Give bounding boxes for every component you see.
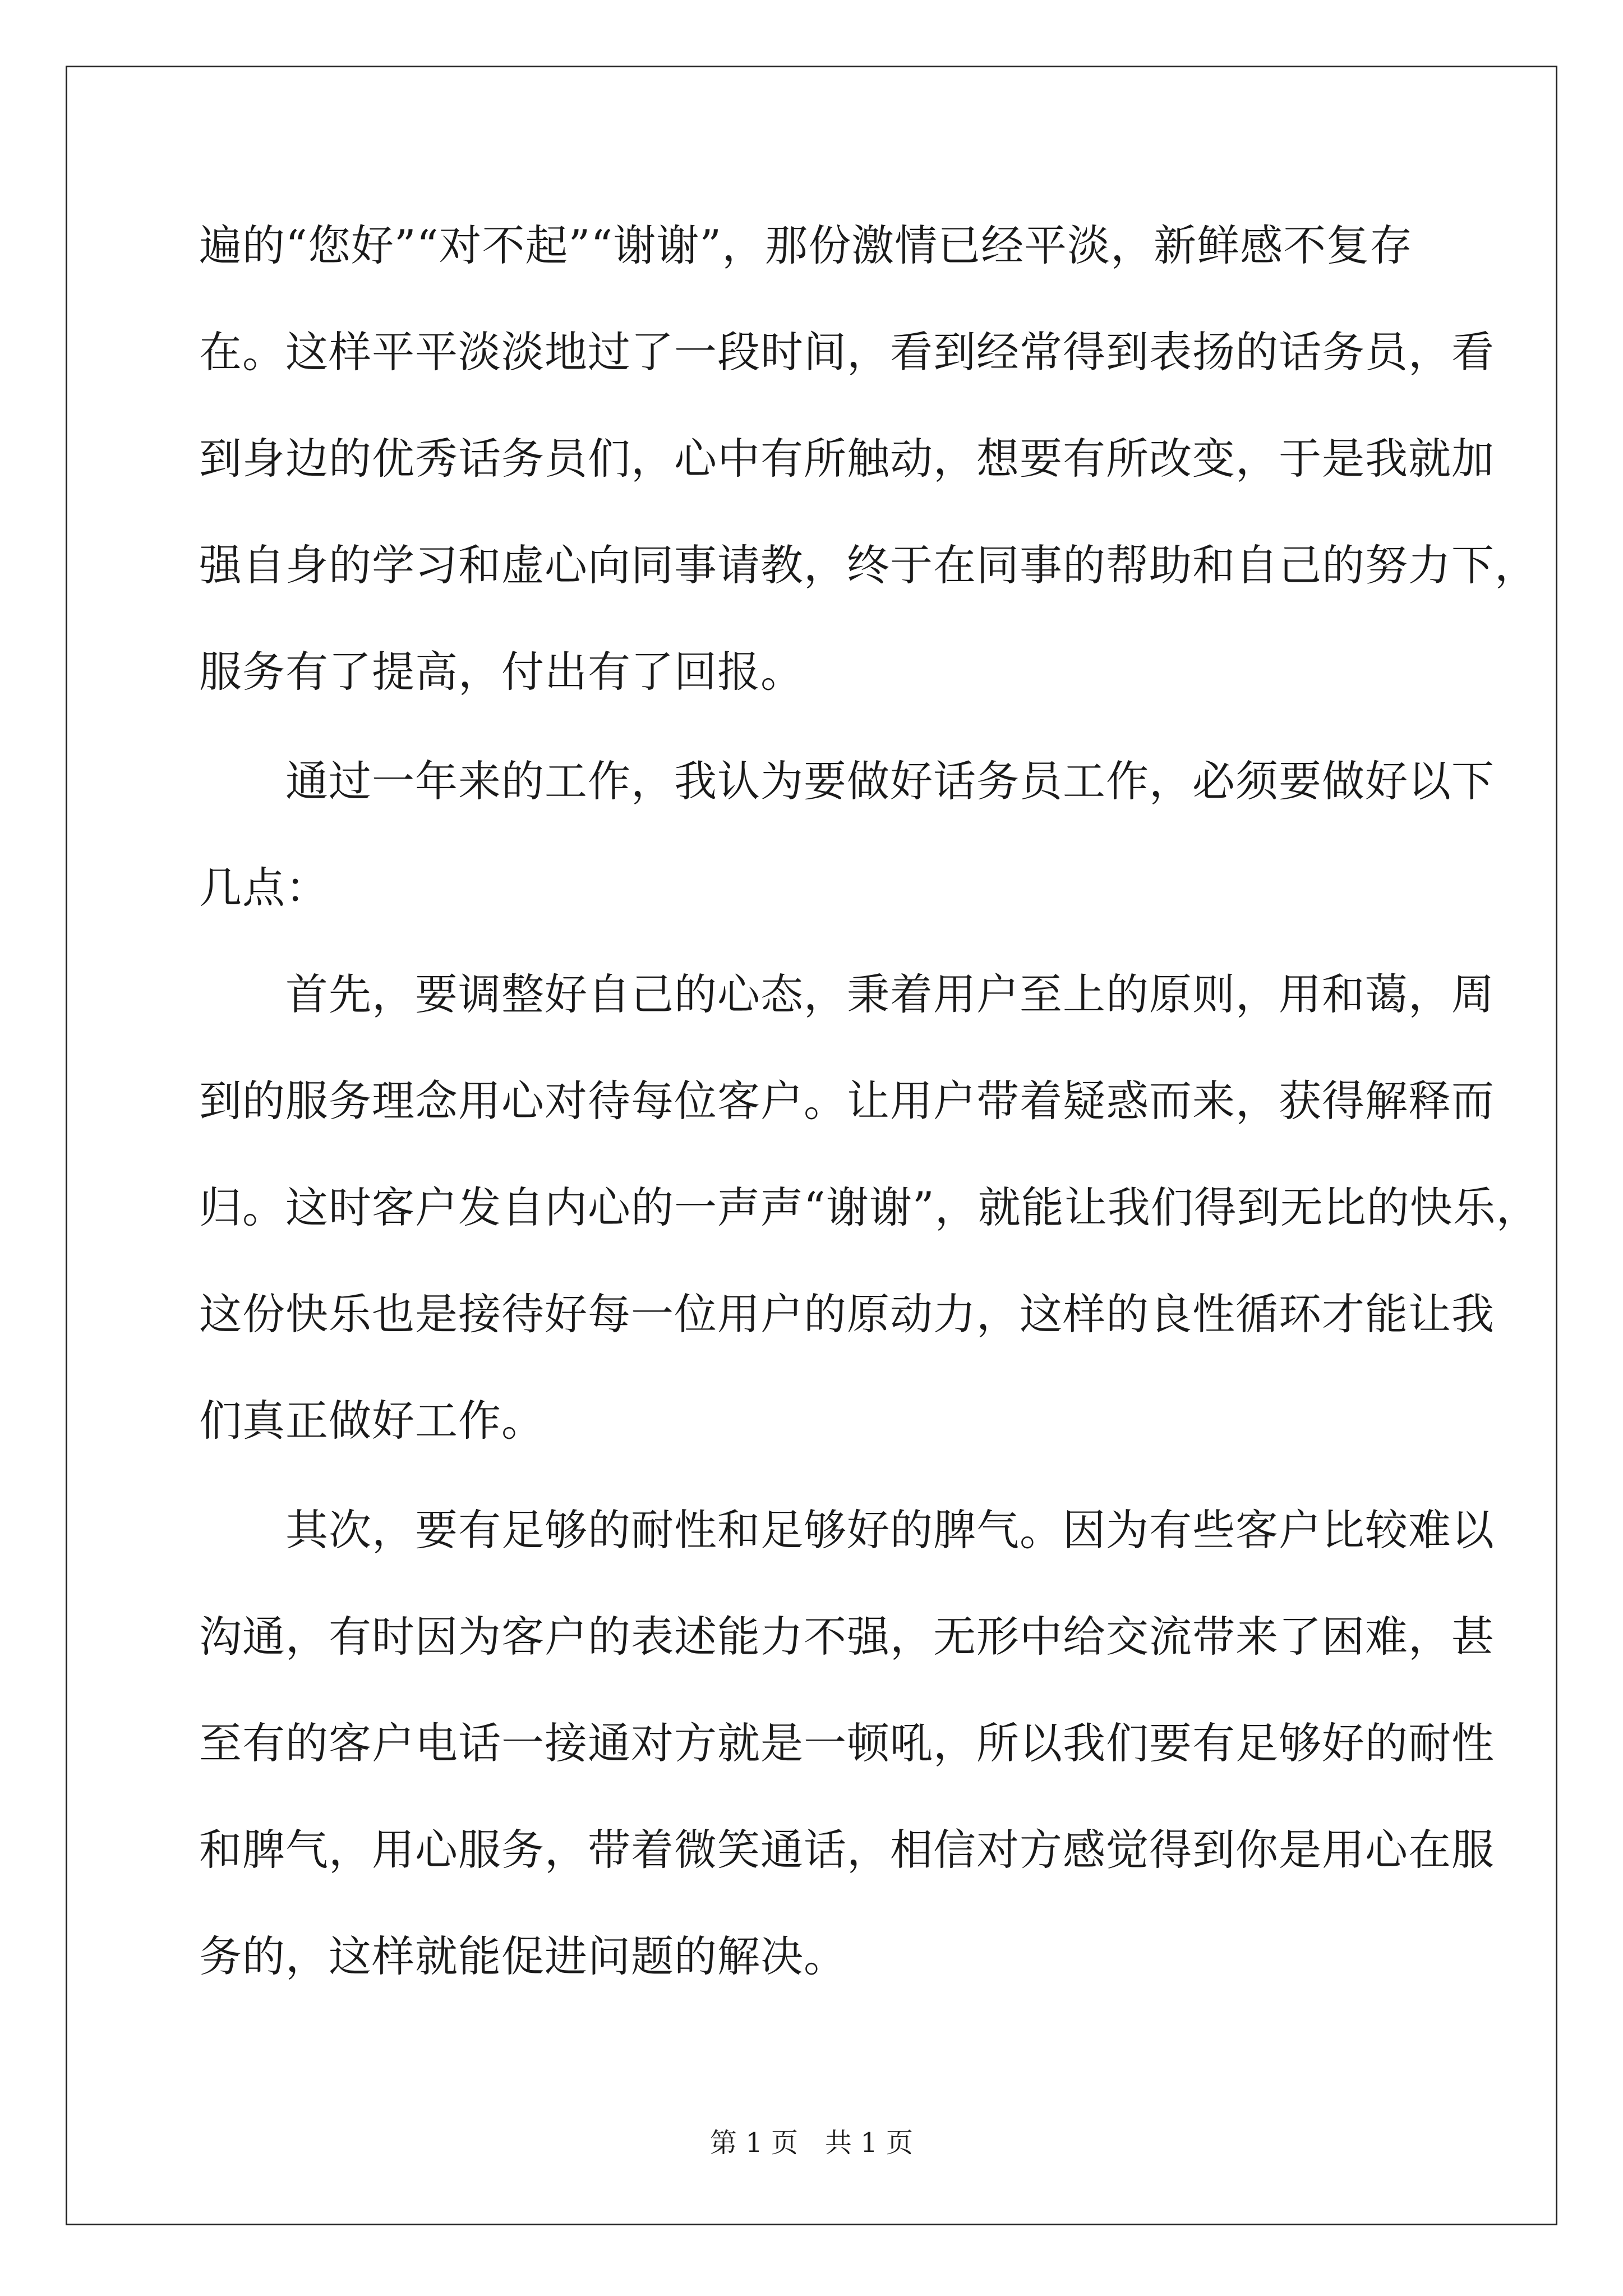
text-line: 务的，这样就能促进问题的解决。	[199, 1931, 847, 1981]
text-line: 沟通，有时因为客户的表述能力不强，无形中给交流带来了困难，甚	[199, 1612, 1495, 1662]
text-line: 通过一年来的工作，我认为要做好话务员工作，必须要做好以下	[199, 756, 1495, 806]
text-line: 归。这时客户发自内心的一声声“谢谢”，就能让我们得到无比的快乐，	[199, 1182, 1539, 1232]
text-line: 和脾气，用心服务，带着微笑通话，相信对方感觉得到你是用心在服	[199, 1825, 1495, 1875]
text-line: 们真正做好工作。	[199, 1396, 545, 1446]
text-line: 至有的客户电话一接通对方就是一顿吼，所以我们要有足够好的耐性	[199, 1718, 1495, 1768]
text-line: 服务有了提高，付出有了回报。	[199, 647, 804, 697]
text-line: 遍的“您好”“对不起”“谢谢”，那份激情已经平淡，新鲜感不复存	[199, 220, 1413, 270]
page-border	[66, 66, 1557, 2225]
page-footer: 第 1 页 共 1 页	[709, 2127, 914, 2159]
text-line: 强自身的学习和虚心向同事请教，终于在同事的帮助和自己的努力下，	[199, 540, 1538, 590]
text-line: 到身边的优秀话务员们，心中有所触动，想要有所改变，于是我就加	[199, 434, 1495, 484]
text-line: 到的服务理念用心对待每位客户。让用户带着疑惑而来，获得解释而	[199, 1076, 1495, 1126]
text-line: 在。这样平平淡淡地过了一段时间，看到经常得到表扬的话务员，看	[199, 327, 1495, 377]
text-line: 这份快乐也是接待好每一位用户的原动力，这样的良性循环才能让我	[199, 1289, 1495, 1339]
text-line: 几点：	[199, 863, 329, 913]
text-line: 其次，要有足够的耐性和足够好的脾气。因为有些客户比较难以	[199, 1505, 1495, 1555]
text-line: 首先，要调整好自己的心态，秉着用户至上的原则，用和蔼，周	[199, 969, 1495, 1019]
